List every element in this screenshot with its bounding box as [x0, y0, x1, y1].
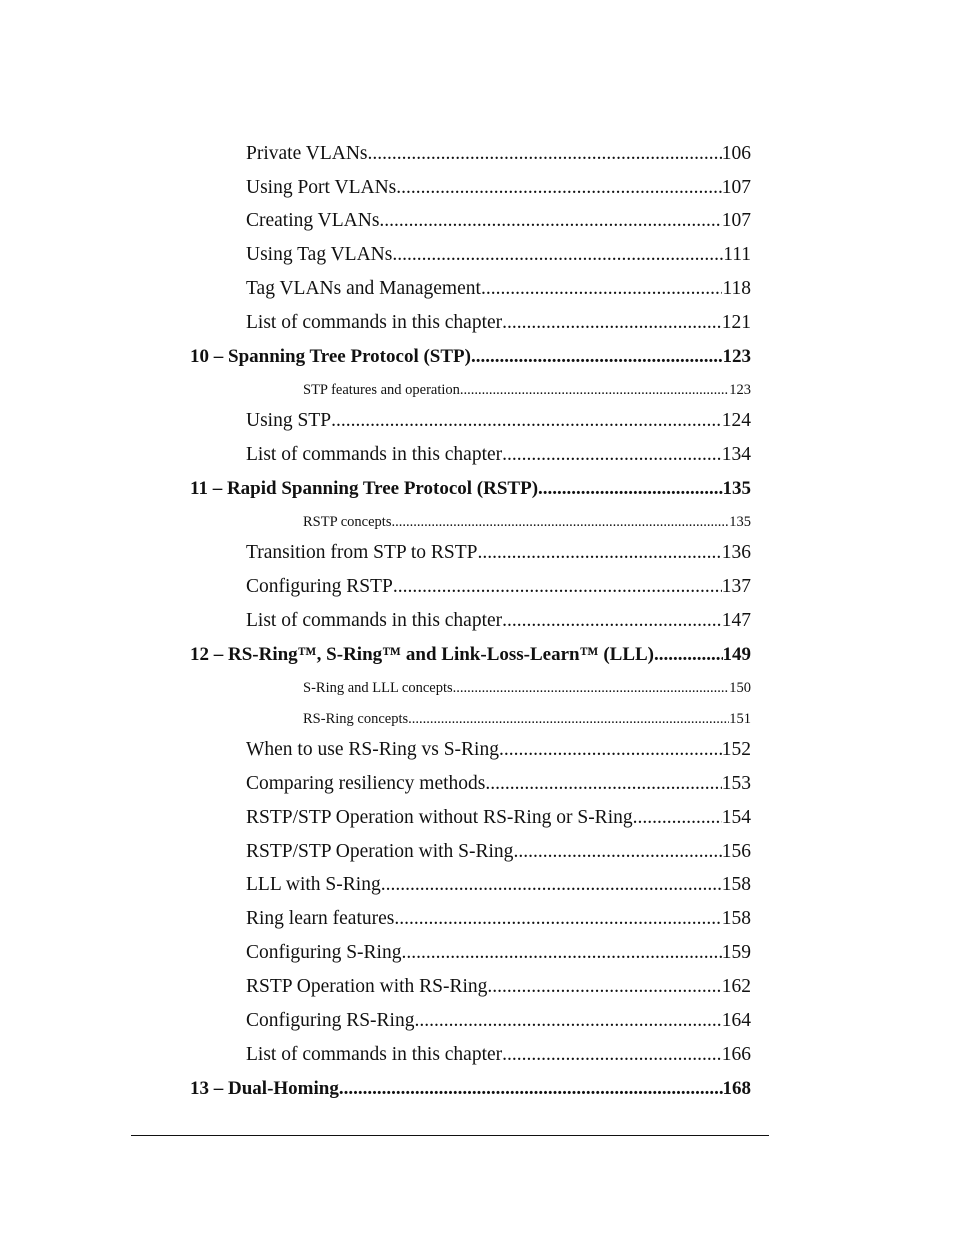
toc-section-entry[interactable]: [246, 576, 751, 598]
toc-dot-leader: [478, 542, 722, 564]
toc-entry-title: STP features and operation: [303, 382, 460, 398]
toc-entry-title: 11 – Rapid Spanning Tree Protocol (RSTP): [190, 478, 539, 499]
toc-section-entry[interactable]: [246, 841, 751, 863]
toc-entry-page-number: 134: [721, 444, 751, 465]
toc-entry-page-number: 164: [721, 1010, 751, 1031]
toc-entry-page-number: 107: [721, 210, 751, 231]
toc-dot-leader: [393, 576, 722, 598]
toc-entry-title: Tag VLANs and Management: [246, 278, 481, 299]
toc-entry-title: RSTP Operation with RS-Ring: [246, 976, 488, 997]
toc-section-entry[interactable]: [303, 382, 751, 399]
toc-dot-leader: [538, 478, 722, 500]
toc-entry-title: Configuring S-Ring: [246, 942, 402, 963]
toc-section-entry[interactable]: [246, 942, 751, 964]
toc-dot-leader: [339, 1078, 723, 1100]
toc-entry-page-number: 147: [721, 610, 751, 631]
toc-entry-page-number: 152: [721, 739, 751, 760]
toc-dot-leader: [391, 514, 729, 531]
toc-entry-title: Configuring RSTP: [246, 576, 393, 597]
toc-entry-page-number: 137: [721, 576, 751, 597]
toc-section-entry[interactable]: [246, 1044, 751, 1066]
toc-section-entry[interactable]: [246, 143, 751, 165]
toc-entry-page-number: 111: [723, 244, 751, 265]
toc-entry-title: LLL with S-Ring: [246, 874, 381, 895]
toc-section-entry[interactable]: [246, 976, 751, 998]
toc-dot-leader: [381, 874, 722, 896]
toc-entry-page-number: 135: [729, 514, 751, 530]
toc-entry-title: When to use RS-Ring vs S-Ring: [246, 739, 499, 760]
toc-entry-page-number: 158: [721, 908, 751, 929]
toc-entry-page-number: 159: [721, 942, 751, 963]
toc-entry-title: Private VLANs: [246, 143, 368, 164]
toc-dot-leader: [414, 1010, 721, 1032]
toc-section-entry[interactable]: [246, 739, 751, 761]
toc-section-entry[interactable]: [303, 711, 751, 728]
toc-section-entry[interactable]: [246, 444, 751, 466]
toc-dot-leader: [502, 1044, 722, 1066]
toc-section-entry[interactable]: [246, 410, 751, 432]
toc-section-entry[interactable]: [246, 1010, 751, 1032]
toc-dot-leader: [368, 143, 722, 165]
toc-entry-title: Transition from STP to RSTP: [246, 542, 478, 563]
toc-dot-leader: [487, 976, 721, 998]
toc-entry-page-number: 166: [721, 1044, 751, 1065]
toc-dot-leader: [331, 410, 722, 432]
toc-entry-page-number: 158: [721, 874, 751, 895]
toc-entry-title: Ring learn features: [246, 908, 395, 929]
toc-dot-leader: [502, 444, 722, 466]
toc-dot-leader: [633, 807, 722, 829]
footer-rule: [131, 1135, 769, 1136]
toc-entry-title: List of commands in this chapter: [246, 610, 503, 631]
toc-section-entry[interactable]: [246, 177, 751, 199]
toc-entry-page-number: 121: [721, 312, 751, 333]
toc-dot-leader: [471, 346, 723, 368]
toc-section-entry[interactable]: [246, 244, 751, 266]
toc-section-entry[interactable]: [246, 807, 751, 829]
toc-chapter-entry[interactable]: [190, 478, 751, 500]
toc-dot-leader: [394, 908, 721, 930]
toc-entry-page-number: 153: [721, 773, 751, 794]
toc-entry-page-number: 156: [721, 841, 751, 862]
toc-entry-page-number: 118: [722, 278, 751, 299]
toc-dot-leader: [460, 382, 729, 399]
toc-entry-page-number: 168: [722, 1078, 751, 1099]
toc-section-entry[interactable]: [246, 542, 751, 564]
toc-entry-page-number: 124: [721, 410, 751, 431]
toc-entry-page-number: 149: [722, 644, 751, 665]
toc-dot-leader: [502, 312, 722, 334]
toc-entry-title: Creating VLANs: [246, 210, 380, 231]
toc-entry-page-number: 162: [721, 976, 751, 997]
toc-entry-page-number: 151: [729, 711, 751, 727]
toc-entry-title: Configuring RS-Ring: [246, 1010, 415, 1031]
toc-section-entry[interactable]: [246, 908, 751, 930]
toc-section-entry[interactable]: [246, 874, 751, 896]
toc-section-entry[interactable]: [303, 514, 751, 531]
toc-entry-title: 12 – RS-Ring™, S-Ring™ and Link-Loss-Learn™ (LLL): [190, 644, 655, 665]
toc-chapter-entry[interactable]: [190, 346, 751, 368]
toc-entry-title: Using Port VLANs: [246, 177, 397, 198]
toc-dot-leader: [396, 177, 722, 199]
toc-dot-leader: [502, 610, 722, 632]
toc-entry-title: Using STP: [246, 410, 332, 431]
toc-entry-title: RSTP/STP Operation without RS-Ring or S-Ring: [246, 807, 633, 828]
toc-dot-leader: [654, 644, 722, 666]
toc-entry-title: List of commands in this chapter: [246, 1044, 503, 1065]
toc-entry-page-number: 136: [721, 542, 751, 563]
toc-entry-page-number: 154: [721, 807, 751, 828]
toc-entry-title: S-Ring and LLL concepts: [303, 680, 453, 696]
toc-dot-leader: [408, 711, 729, 728]
toc-entry-page-number: 135: [722, 478, 751, 499]
toc-entry-title: List of commands in this chapter: [246, 312, 503, 333]
toc-section-entry[interactable]: [246, 312, 751, 334]
toc-dot-leader: [499, 739, 722, 761]
toc-entry-title: Comparing resiliency methods: [246, 773, 486, 794]
toc-entry-title: List of commands in this chapter: [246, 444, 503, 465]
toc-dot-leader: [485, 773, 721, 795]
toc-entry-title: 13 – Dual-Homing: [190, 1078, 339, 1099]
toc-chapter-entry[interactable]: [190, 1078, 751, 1100]
toc-section-entry[interactable]: [303, 680, 751, 697]
toc-entry-title: RSTP concepts: [303, 514, 392, 530]
toc-entry-page-number: 107: [721, 177, 751, 198]
toc-entry-page-number: 123: [729, 382, 751, 398]
toc-dot-leader: [379, 210, 721, 232]
toc-dot-leader: [513, 841, 721, 863]
toc-section-entry[interactable]: [246, 210, 751, 232]
toc-section-entry[interactable]: [246, 278, 751, 300]
toc-dot-leader: [401, 942, 721, 964]
toc-entry-page-number: 150: [729, 680, 751, 696]
toc-dot-leader: [392, 244, 723, 266]
toc-entry-title: RSTP/STP Operation with S-Ring: [246, 841, 514, 862]
toc-chapter-entry[interactable]: [190, 644, 751, 666]
toc-section-entry[interactable]: [246, 610, 751, 632]
toc-section-entry[interactable]: [246, 773, 751, 795]
toc-entry-title: Using Tag VLANs: [246, 244, 393, 265]
toc-entry-title: 10 – Spanning Tree Protocol (STP): [190, 346, 471, 367]
toc-dot-leader: [481, 278, 723, 300]
toc-entry-page-number: 106: [721, 143, 751, 164]
toc-entry-page-number: 123: [722, 346, 751, 367]
toc-dot-leader: [453, 680, 730, 697]
toc-entry-title: RS-Ring concepts: [303, 711, 409, 727]
